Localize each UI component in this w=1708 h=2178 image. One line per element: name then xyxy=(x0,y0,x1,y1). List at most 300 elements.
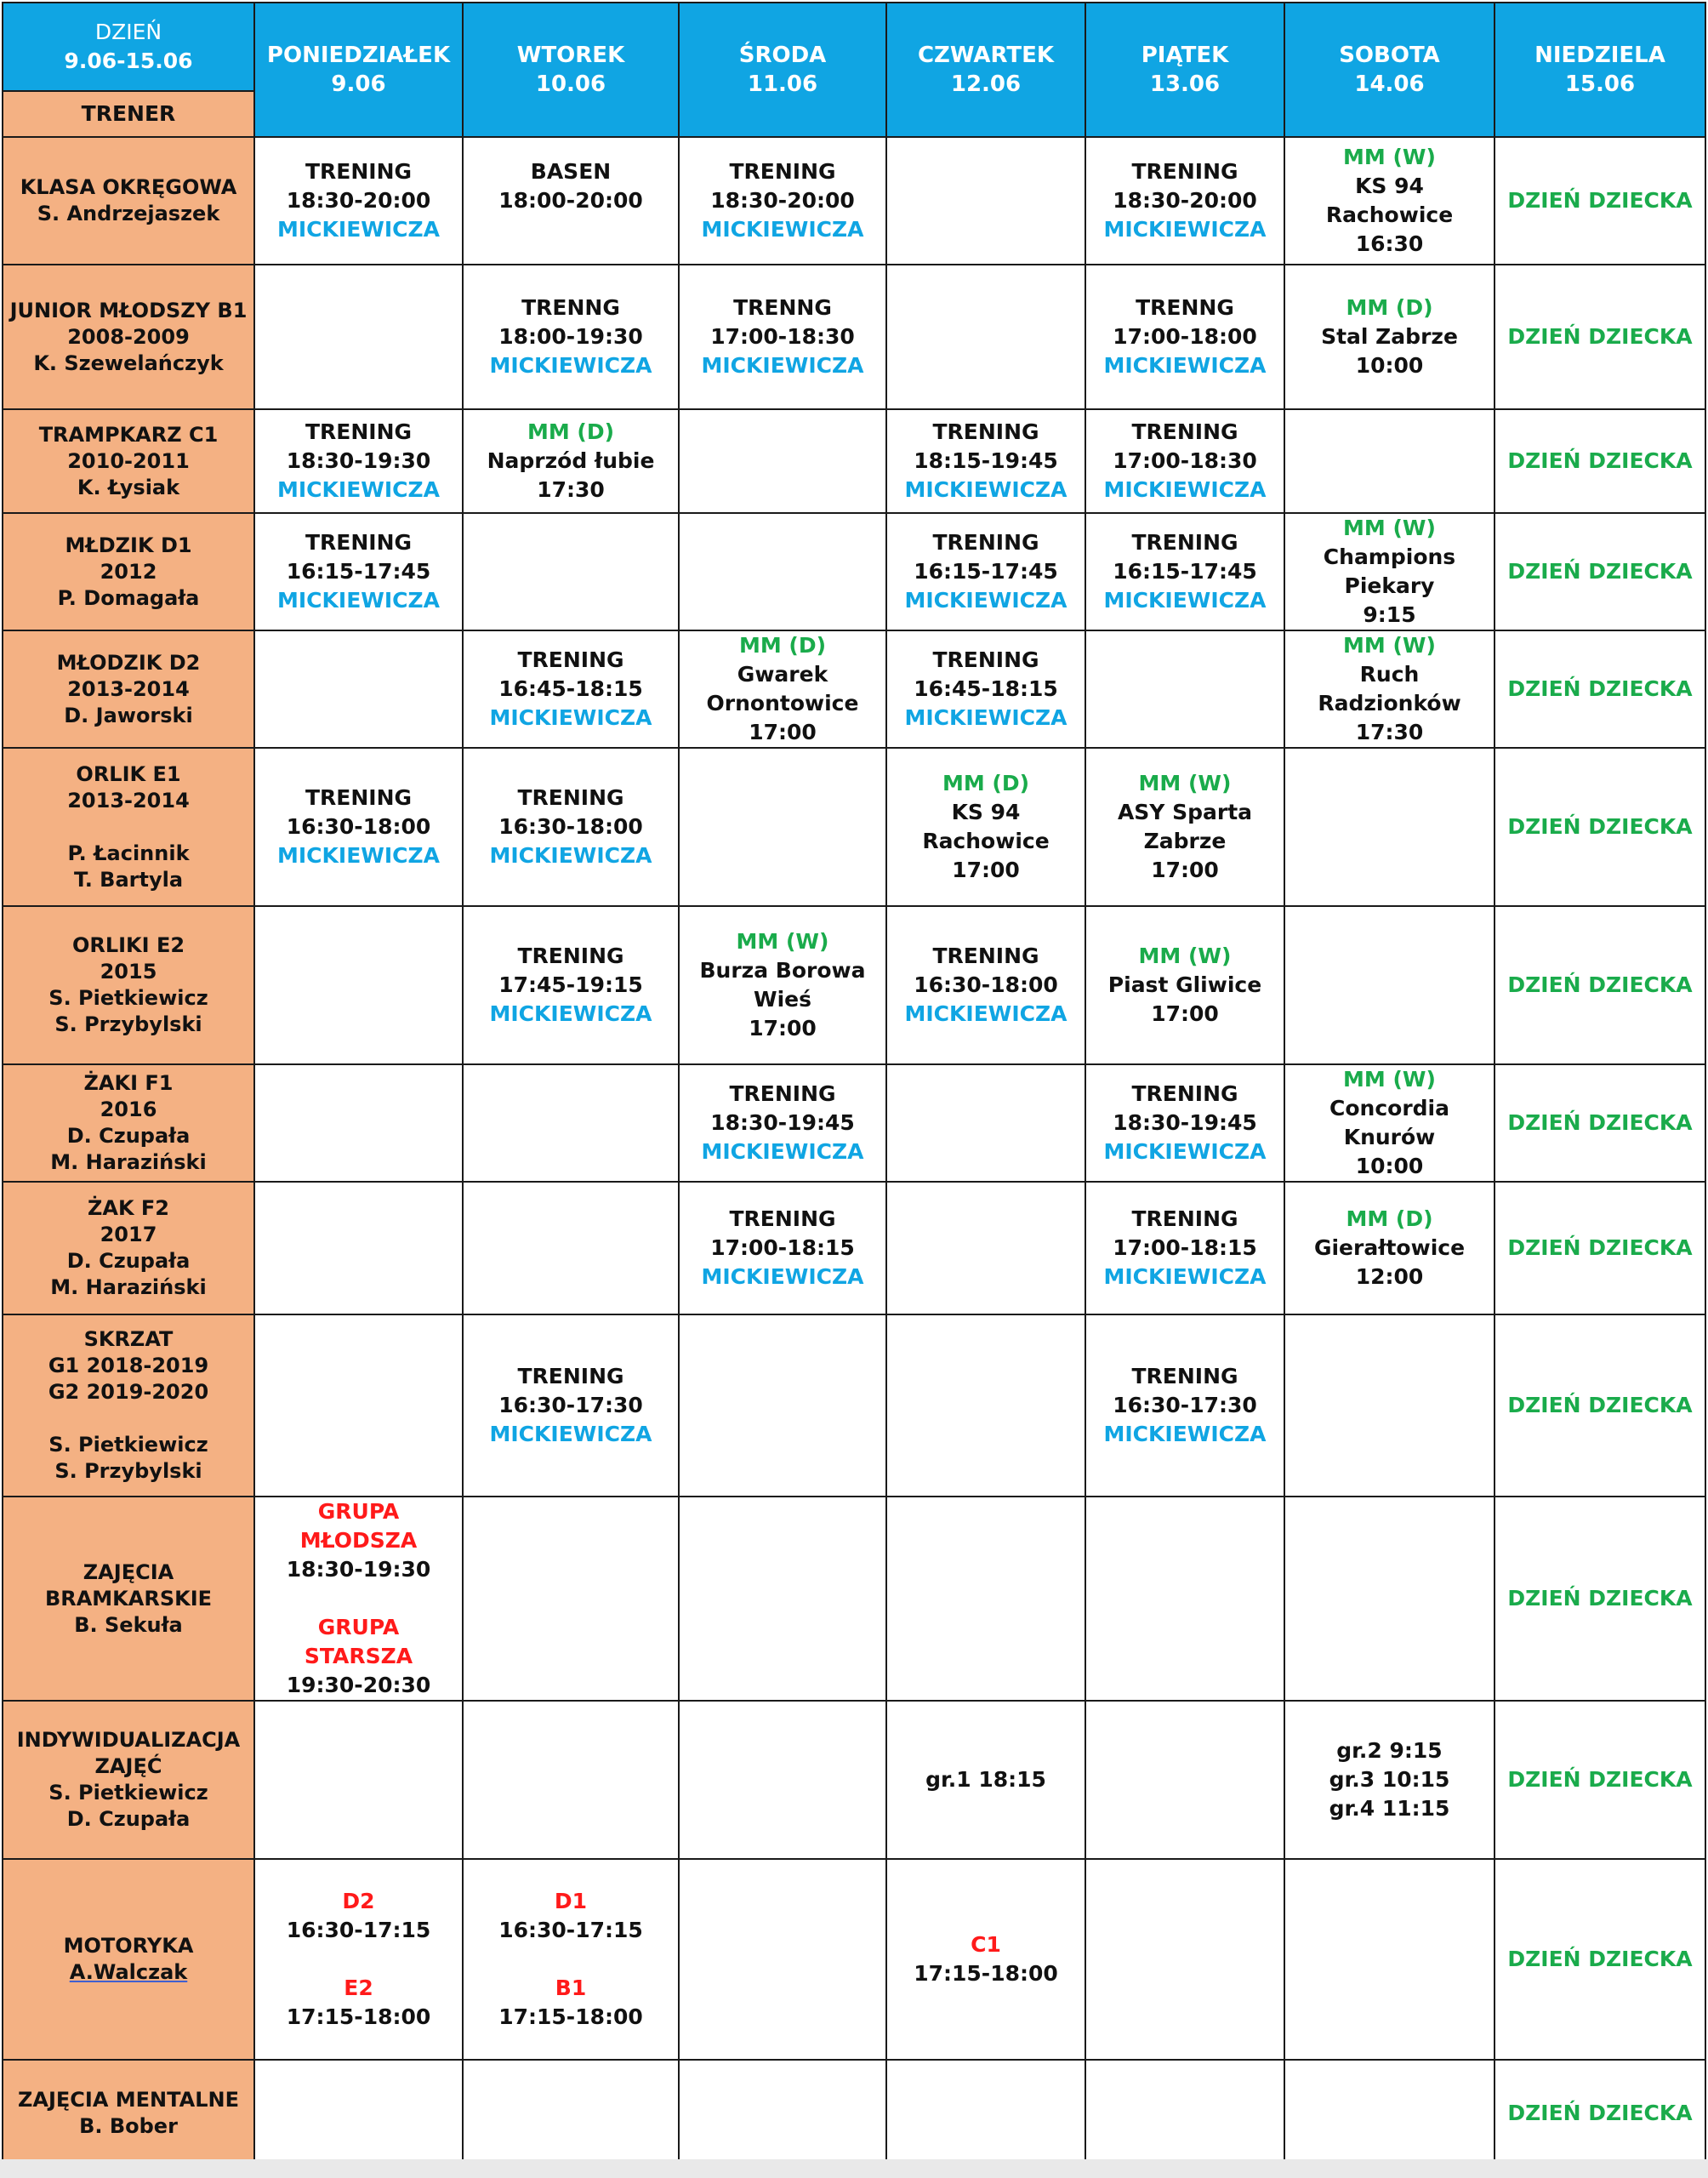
entry-line: MŁODSZA xyxy=(299,1528,418,1553)
entry-line: 16:30-17:30 xyxy=(498,1393,643,1417)
team-detail: D. Czupała xyxy=(66,1124,191,1148)
entry-line: gr.2 9:15 xyxy=(1336,1738,1443,1763)
entry-line: MM (D) xyxy=(1346,295,1433,320)
schedule-cell-wednesday xyxy=(679,748,886,906)
team-detail: S. Pietkiewicz xyxy=(48,986,208,1010)
entry-line: D2 xyxy=(342,1889,375,1913)
schedule-row xyxy=(3,630,1705,748)
entry-line: GRUPA xyxy=(317,1499,400,1524)
team-name: TRAMPKARZ C1 xyxy=(38,422,219,447)
schedule-cell-tuesday xyxy=(463,1064,679,1182)
entry-line: 16:15-17:45 xyxy=(914,559,1058,584)
entry-line: TRENING xyxy=(932,944,1039,968)
schedule-cell-sunday xyxy=(1494,906,1705,1064)
entry-line: 18:30-20:00 xyxy=(286,188,431,213)
schedule-cell-thursday xyxy=(886,137,1085,265)
entry-line: MM (W) xyxy=(1138,771,1232,795)
day-name: CZWARTEK xyxy=(917,43,1055,68)
entry-line: DZIEŃ DZIECKA xyxy=(1507,188,1693,213)
team-detail: S. Pietkiewicz xyxy=(48,1781,208,1805)
team-name: ŻAK F2 xyxy=(87,1196,170,1220)
schedule-cell-saturday xyxy=(1284,513,1494,630)
day-header-sunday xyxy=(1494,3,1705,137)
entry-line: DZIEŃ DZIECKA xyxy=(1507,2101,1693,2125)
entry-line: 17:00-18:15 xyxy=(1113,1235,1257,1260)
entry-line xyxy=(259,1584,458,1613)
team-detail: S. Pietkiewicz xyxy=(48,1433,208,1457)
entry-line: Zabrze xyxy=(1143,829,1227,853)
schedule-cell-sunday xyxy=(1494,409,1705,513)
schedule-cell-friday xyxy=(1085,137,1284,265)
entry-line: MICKIEWICZA xyxy=(1103,353,1267,378)
schedule-cell-friday xyxy=(1085,1859,1284,2060)
entry-line: MICKIEWICZA xyxy=(701,353,864,378)
schedule-cell-saturday xyxy=(1284,265,1494,409)
schedule-table xyxy=(2,2,1706,2168)
entry-line: MM (D) xyxy=(527,419,615,444)
schedule-row xyxy=(3,1701,1705,1859)
entry-line: Stal Zabrze xyxy=(1321,324,1458,349)
day-date: 9.06 xyxy=(331,71,386,97)
schedule-cell-tuesday xyxy=(463,906,679,1064)
entry-line: TRENING xyxy=(517,944,624,968)
team-trainer-cell xyxy=(3,1182,254,1314)
entry-line: 17:00 xyxy=(749,720,817,744)
team-trainer-cell xyxy=(3,265,254,409)
schedule-cell-tuesday xyxy=(463,137,679,265)
schedule-cell-thursday xyxy=(886,1497,1085,1701)
team-trainer-cell xyxy=(3,630,254,748)
entry-line: MICKIEWICZA xyxy=(489,705,652,730)
schedule-row xyxy=(3,2060,1705,2167)
schedule-cell-wednesday xyxy=(679,906,886,1064)
schedule-cell-saturday xyxy=(1284,1064,1494,1182)
entry-line: 17:00 xyxy=(749,1016,817,1041)
schedule-cell-sunday xyxy=(1494,1182,1705,1314)
entry-line: MM (W) xyxy=(736,929,829,954)
schedule-cell-saturday xyxy=(1284,1314,1494,1497)
entry-line: DZIEŃ DZIECKA xyxy=(1507,814,1693,839)
schedule-cell-thursday xyxy=(886,748,1085,906)
schedule-row xyxy=(3,1497,1705,1701)
entry-line: 12:00 xyxy=(1355,1264,1424,1289)
team-name: JUNIOR MŁODSZY B1 xyxy=(9,298,248,322)
team-name: MŁDZIK D1 xyxy=(65,533,192,557)
team-name: MŁODZIK D2 xyxy=(56,650,201,675)
entry-line: TRENING xyxy=(1131,1364,1238,1388)
schedule-cell-monday xyxy=(254,137,463,265)
entry-line: 17:00-18:00 xyxy=(1113,324,1257,349)
schedule-cell-monday xyxy=(254,2060,463,2167)
day-header-tuesday xyxy=(463,3,679,137)
day-date: 10.06 xyxy=(535,71,606,97)
schedule-cell-thursday xyxy=(886,1064,1085,1182)
team-detail: 2016 xyxy=(100,1098,157,1121)
schedule-cell-tuesday xyxy=(463,630,679,748)
entry-line: MICKIEWICZA xyxy=(277,477,440,502)
entry-line: 17:00-18:15 xyxy=(710,1235,855,1260)
schedule-row xyxy=(3,1859,1705,2060)
team-trainer-cell xyxy=(3,1497,254,1701)
entry-line: Gwarek xyxy=(737,662,828,687)
entry-line: DZIEŃ DZIECKA xyxy=(1507,448,1693,473)
schedule-cell-thursday xyxy=(886,906,1085,1064)
entry-line: 16:30-18:00 xyxy=(498,814,643,839)
entry-line: TRENING xyxy=(305,785,413,810)
entry-line: Ruch xyxy=(1359,662,1420,687)
entry-line: 16:30 xyxy=(1355,231,1424,256)
schedule-cell-wednesday xyxy=(679,1859,886,2060)
entry-line: TRENING xyxy=(729,1206,836,1231)
day-date: 13.06 xyxy=(1149,71,1221,97)
entry-line: 17:00-18:30 xyxy=(1113,448,1257,473)
team-detail: A.Walczak xyxy=(69,1960,188,1984)
schedule-cell-sunday xyxy=(1494,630,1705,748)
entry-line: DZIEŃ DZIECKA xyxy=(1507,559,1693,584)
schedule-cell-saturday xyxy=(1284,2060,1494,2167)
team-detail: 2008-2009 xyxy=(67,324,190,349)
schedule-cell-sunday xyxy=(1494,1314,1705,1497)
schedule-cell-monday xyxy=(254,265,463,409)
team-detail: BRAMKARSKIE xyxy=(44,1586,213,1611)
day-name: PONIEDZIAŁEK xyxy=(266,43,451,68)
schedule-cell-thursday xyxy=(886,1182,1085,1314)
entry-line: MICKIEWICZA xyxy=(1103,1139,1267,1164)
schedule-cell-sunday xyxy=(1494,748,1705,906)
entry-line: TRENNG xyxy=(521,295,620,320)
team-trainer-cell xyxy=(3,513,254,630)
entry-line: Piekary xyxy=(1344,573,1435,598)
schedule-cell-friday xyxy=(1085,748,1284,906)
schedule-cell-friday xyxy=(1085,2060,1284,2167)
team-trainer-cell xyxy=(3,409,254,513)
entry-line: TRENING xyxy=(1131,530,1238,555)
entry-line: MICKIEWICZA xyxy=(701,1139,864,1164)
team-name: SKRZAT xyxy=(83,1327,174,1351)
schedule-cell-wednesday xyxy=(679,409,886,513)
entry-line: MICKIEWICZA xyxy=(277,843,440,868)
day-date: 14.06 xyxy=(1354,71,1425,97)
schedule-cell-tuesday xyxy=(463,1182,679,1314)
day-header-saturday xyxy=(1284,3,1494,137)
schedule-cell-friday xyxy=(1085,1182,1284,1314)
entry-line: Naprzód łubie xyxy=(487,448,655,473)
team-name: ORLIK E1 xyxy=(76,761,181,786)
schedule-cell-sunday xyxy=(1494,1064,1705,1182)
team-detail: G1 2018-2019 xyxy=(48,1354,209,1377)
schedule-cell-tuesday xyxy=(463,1701,679,1859)
entry-line: DZIEŃ DZIECKA xyxy=(1507,972,1693,997)
entry-line: MICKIEWICZA xyxy=(701,217,864,242)
schedule-cell-monday xyxy=(254,1859,463,2060)
team-detail: ZAJĘĆ xyxy=(94,1754,162,1778)
schedule-row xyxy=(3,513,1705,630)
entry-line: 17:30 xyxy=(1355,720,1424,744)
team-detail xyxy=(7,814,250,841)
bottom-strip xyxy=(0,2159,1708,2178)
schedule-cell-friday xyxy=(1085,1314,1284,1497)
entry-line: MICKIEWICZA xyxy=(1103,588,1267,613)
team-trainer-cell xyxy=(3,1314,254,1497)
entry-line: MICKIEWICZA xyxy=(277,217,440,242)
entry-line: MICKIEWICZA xyxy=(1103,477,1267,502)
schedule-cell-friday xyxy=(1085,906,1284,1064)
team-detail: T. Bartyla xyxy=(73,867,184,892)
entry-line: Rachowice xyxy=(1325,202,1454,227)
entry-line: TRENING xyxy=(517,647,624,672)
entry-line: MICKIEWICZA xyxy=(489,1422,652,1446)
team-name: ZAJĘCIA MENTALNE xyxy=(18,2088,239,2112)
entry-line: DZIEŃ DZIECKA xyxy=(1507,1586,1693,1611)
entry-line: TRENING xyxy=(729,159,836,184)
entry-line: gr.1 18:15 xyxy=(925,1767,1046,1792)
entry-line: MM (W) xyxy=(1343,633,1436,658)
entry-line: DZIEŃ DZIECKA xyxy=(1507,1235,1693,1260)
entry-line: TRENING xyxy=(1131,419,1238,444)
team-detail: D. Jaworski xyxy=(64,703,193,727)
team-detail: D. Czupała xyxy=(66,1249,191,1273)
schedule-cell-thursday xyxy=(886,265,1085,409)
entry-line: MICKIEWICZA xyxy=(277,588,440,613)
team-detail: G2 2019-2020 xyxy=(48,1380,209,1404)
entry-line: E2 xyxy=(344,1976,373,2000)
schedule-row xyxy=(3,1182,1705,1314)
entry-line: TRENING xyxy=(1131,1206,1238,1231)
team-trainer-cell xyxy=(3,1859,254,2060)
entry-line: Radzionków xyxy=(1318,691,1461,716)
entry-line: TRENING xyxy=(305,419,413,444)
schedule-cell-wednesday xyxy=(679,630,886,748)
schedule-cell-thursday xyxy=(886,630,1085,748)
schedule-cell-saturday xyxy=(1284,1497,1494,1701)
schedule-cell-sunday xyxy=(1494,1701,1705,1859)
entry-line: MICKIEWICZA xyxy=(904,1001,1068,1026)
team-detail: S. Przybylski xyxy=(54,1459,202,1483)
entry-line: MM (W) xyxy=(1138,944,1232,968)
entry-line: MICKIEWICZA xyxy=(904,588,1068,613)
schedule-cell-tuesday xyxy=(463,513,679,630)
team-trainer-cell xyxy=(3,1064,254,1182)
entry-line: Concordia xyxy=(1329,1096,1449,1120)
entry-line: MM (D) xyxy=(738,633,827,658)
entry-line: MICKIEWICZA xyxy=(904,705,1068,730)
schedule-cell-tuesday xyxy=(463,1859,679,2060)
team-name: ŻAKI F1 xyxy=(83,1071,174,1095)
team-name: INDYWIDUALIZACJA xyxy=(16,1728,241,1752)
entry-line: TRENING xyxy=(517,785,624,810)
entry-line: TRENING xyxy=(305,159,413,184)
schedule-cell-saturday xyxy=(1284,137,1494,265)
team-detail: 2013-2014 xyxy=(67,676,190,701)
day-name: WTOREK xyxy=(516,43,625,68)
schedule-cell-friday xyxy=(1085,1701,1284,1859)
schedule-row xyxy=(3,1064,1705,1182)
schedule-body xyxy=(3,137,1705,2167)
schedule-cell-monday xyxy=(254,906,463,1064)
schedule-cell-friday xyxy=(1085,265,1284,409)
team-detail: K. Łysiak xyxy=(77,475,180,499)
entry-line: 18:00-19:30 xyxy=(498,324,643,349)
entry-line: MICKIEWICZA xyxy=(1103,1264,1267,1289)
schedule-cell-monday xyxy=(254,1182,463,1314)
day-date: 11.06 xyxy=(747,71,818,97)
schedule-row xyxy=(3,748,1705,906)
schedule-row xyxy=(3,1314,1705,1497)
entry-line: gr.4 11:15 xyxy=(1329,1796,1450,1821)
header-row xyxy=(3,3,1705,91)
entry-line: 16:30-18:00 xyxy=(914,972,1058,997)
schedule-row xyxy=(3,906,1705,1064)
entry-line: 17:15-18:00 xyxy=(914,1961,1058,1986)
schedule-cell-sunday xyxy=(1494,513,1705,630)
entry-line: 16:45-18:15 xyxy=(498,676,643,701)
schedule-cell-wednesday xyxy=(679,1064,886,1182)
entry-line: TRENING xyxy=(932,530,1039,555)
entry-line xyxy=(259,1945,458,1974)
schedule-row xyxy=(3,137,1705,265)
schedule-cell-saturday xyxy=(1284,1859,1494,2060)
entry-line: 16:15-17:45 xyxy=(1113,559,1257,584)
entry-line: MM (D) xyxy=(1346,1206,1433,1231)
schedule-cell-friday xyxy=(1085,409,1284,513)
entry-line: 17:00 xyxy=(1151,1001,1219,1026)
entry-line: 18:30-20:00 xyxy=(1113,188,1257,213)
team-trainer-cell xyxy=(3,748,254,906)
entry-line: TRENING xyxy=(932,647,1039,672)
schedule-cell-sunday xyxy=(1494,2060,1705,2167)
entry-line: 18:15-19:45 xyxy=(914,448,1058,473)
team-detail: B. Sekuła xyxy=(74,1612,183,1637)
day-date: 15.06 xyxy=(1564,71,1636,97)
entry-line: 16:30-17:15 xyxy=(286,1918,431,1942)
schedule-cell-thursday xyxy=(886,1859,1085,2060)
entry-line: 18:00-20:00 xyxy=(498,188,643,213)
day-name: ŚRODA xyxy=(738,43,827,68)
team-name: KLASA OKRĘGOWA xyxy=(20,175,237,199)
entry-line: DZIEŃ DZIECKA xyxy=(1507,1110,1693,1135)
schedule-cell-saturday xyxy=(1284,906,1494,1064)
schedule-cell-sunday xyxy=(1494,1497,1705,1701)
team-trainer-cell xyxy=(3,137,254,265)
entry-line: Wieś xyxy=(754,987,811,1012)
entry-line: MICKIEWICZA xyxy=(1103,217,1267,242)
entry-line: C1 xyxy=(971,1932,1001,1957)
entry-line: 18:30-19:30 xyxy=(286,1557,431,1582)
entry-line: 17:00-18:30 xyxy=(710,324,855,349)
schedule-cell-saturday xyxy=(1284,630,1494,748)
entry-line: 19:30-20:30 xyxy=(286,1673,431,1697)
entry-line: D1 xyxy=(554,1889,588,1913)
schedule-cell-tuesday xyxy=(463,265,679,409)
entry-line: 18:30-20:00 xyxy=(710,188,855,213)
schedule-cell-wednesday xyxy=(679,265,886,409)
entry-line: gr.3 10:15 xyxy=(1329,1767,1450,1792)
day-header-friday xyxy=(1085,3,1284,137)
team-detail: P. Domagała xyxy=(57,585,200,610)
entry-line: Piast Gliwice xyxy=(1107,972,1262,997)
entry-line: 18:30-19:45 xyxy=(1113,1110,1257,1135)
schedule-cell-monday xyxy=(254,513,463,630)
schedule-cell-friday xyxy=(1085,513,1284,630)
entry-line: MICKIEWICZA xyxy=(904,477,1068,502)
entry-line: TRENING xyxy=(729,1081,836,1106)
schedule-cell-thursday xyxy=(886,1701,1085,1859)
entry-line: 17:45-19:15 xyxy=(498,972,643,997)
trener-header-cell: TRENER xyxy=(3,91,254,137)
team-detail: S. Andrzejaszek xyxy=(37,202,220,225)
entry-line xyxy=(467,215,675,244)
entry-line: MM (W) xyxy=(1343,1067,1436,1092)
entry-line: DZIEŃ DZIECKA xyxy=(1507,1767,1693,1792)
day-name: SOBOTA xyxy=(1339,43,1440,68)
day-header-thursday xyxy=(886,3,1085,137)
schedule-cell-sunday xyxy=(1494,265,1705,409)
day-name: PIĄTEK xyxy=(1141,43,1229,68)
entry-line: 10:00 xyxy=(1355,353,1424,378)
entry-line: 17:00 xyxy=(952,858,1020,882)
schedule-cell-thursday xyxy=(886,409,1085,513)
entry-line: MICKIEWICZA xyxy=(489,1001,652,1026)
schedule-cell-saturday xyxy=(1284,409,1494,513)
schedule-cell-tuesday xyxy=(463,1497,679,1701)
schedule-cell-tuesday xyxy=(463,1314,679,1497)
entry-line: 17:15-18:00 xyxy=(498,2004,643,2029)
team-name: MOTORYKA xyxy=(63,1934,194,1958)
team-detail: 2015 xyxy=(100,960,157,984)
schedule-cell-friday xyxy=(1085,1064,1284,1182)
entry-line: TRENING xyxy=(932,419,1039,444)
schedule-cell-monday xyxy=(254,748,463,906)
entry-line: TRENNG xyxy=(733,295,832,320)
schedule-cell-sunday xyxy=(1494,137,1705,265)
schedule-cell-saturday xyxy=(1284,748,1494,906)
schedule-cell-sunday xyxy=(1494,1859,1705,2060)
entry-line: KS 94 xyxy=(951,800,1021,824)
schedule-cell-friday xyxy=(1085,1497,1284,1701)
schedule-cell-monday xyxy=(254,1314,463,1497)
week-corner-cell xyxy=(3,3,254,91)
team-detail: P. Łacinnik xyxy=(67,841,190,865)
entry-line: GRUPA xyxy=(317,1615,400,1639)
entry-line: STARSZA xyxy=(304,1644,413,1668)
team-detail: K. Szewelańczyk xyxy=(33,351,224,375)
team-name: ORLIKI E2 xyxy=(71,933,185,957)
team-detail: S. Przybylski xyxy=(54,1012,202,1036)
schedule-cell-wednesday xyxy=(679,513,886,630)
schedule-cell-wednesday xyxy=(679,1497,886,1701)
entry-line: 18:30-19:30 xyxy=(286,448,431,473)
entry-line: TRENING xyxy=(1131,159,1238,184)
schedule-cell-thursday xyxy=(886,1314,1085,1497)
entry-line: MICKIEWICZA xyxy=(489,353,652,378)
team-detail: M. Haraziński xyxy=(50,1150,207,1174)
schedule-cell-friday xyxy=(1085,630,1284,748)
entry-line: DZIEŃ DZIECKA xyxy=(1507,1947,1693,1971)
schedule-cell-saturday xyxy=(1284,1701,1494,1859)
team-detail: M. Haraziński xyxy=(50,1275,207,1299)
schedule-row xyxy=(3,265,1705,409)
entry-line: 16:15-17:45 xyxy=(286,559,431,584)
schedule-cell-tuesday xyxy=(463,2060,679,2167)
entry-line: TRENING xyxy=(517,1364,624,1388)
schedule-cell-thursday xyxy=(886,513,1085,630)
entry-line: TRENNG xyxy=(1136,295,1234,320)
entry-line: Ornontowice xyxy=(706,691,859,716)
entry-line: ASY Sparta xyxy=(1117,800,1253,824)
schedule-cell-tuesday xyxy=(463,409,679,513)
schedule-cell-monday xyxy=(254,1701,463,1859)
entry-line: DZIEŃ DZIECKA xyxy=(1507,324,1693,349)
